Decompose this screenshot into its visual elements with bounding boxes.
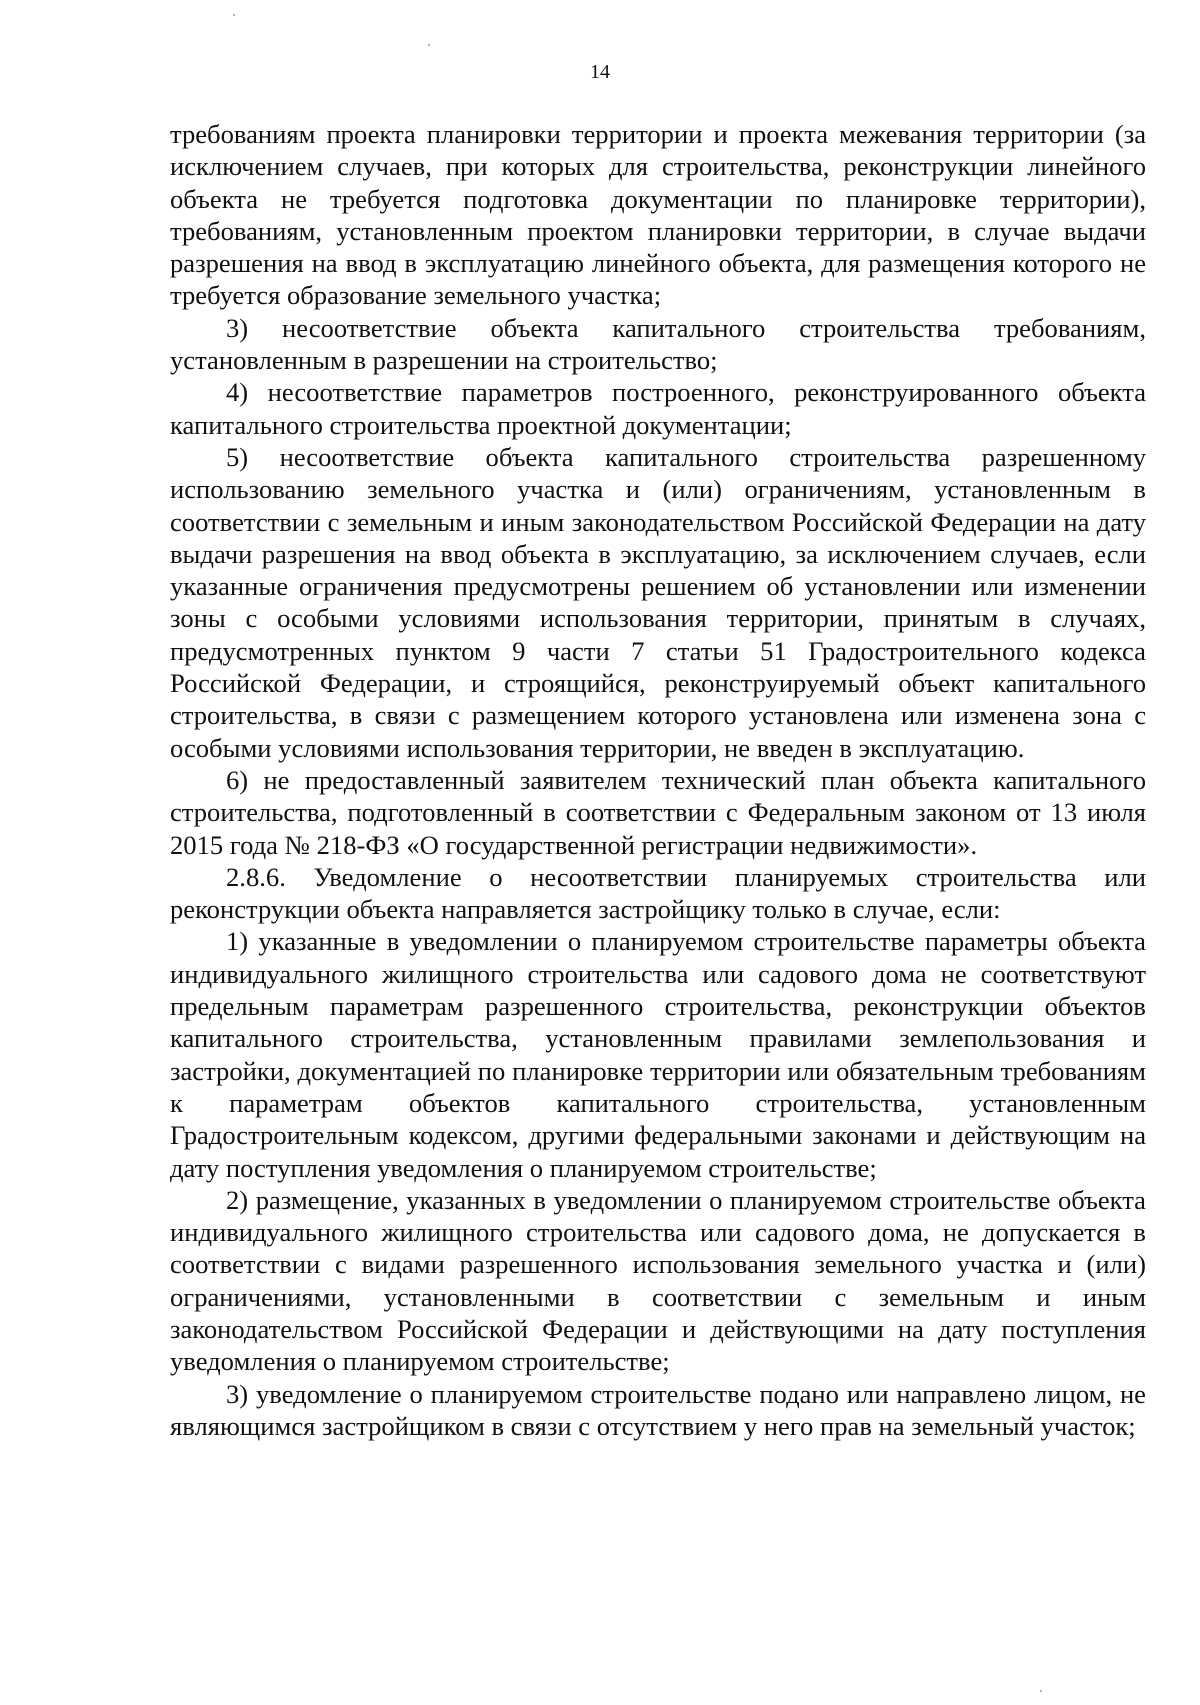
paragraph-2-8-6-item-2: 2) размещение, указанных в уведомлении о планируемом строительстве объекта индивидуального жилищного строительства или садового дома, не допускается в соответствии с видами разрешенного использования земельного участка и (или) ограничениями, установленными в соответствии с земельным и иным законодательством Российской Федерации и действующими на дату поступления уведомления о планируемом строительстве; [170, 1184, 1146, 1377]
paragraph-item-6: 6) не предоставленный заявителем технический план объекта капитального строительства, подготовленный в соответствии с Федеральным законом от 13 июля 2015 года № 218-ФЗ «О государственной регистрации недвижимости». [170, 764, 1146, 860]
paragraph-item-4: 4) несоответствие параметров построенного, реконструированного объекта капитального строительства проектной документации; [170, 377, 1146, 440]
scan-speck [1040, 1690, 1042, 1692]
paragraph-section-2-8-6: 2.8.6. Уведомление о несоответствии планируемых строительства или реконструкции объекта направляется застройщику только в случае, если: [170, 861, 1146, 925]
paragraph-item-3: 3) несоответствие объекта капитального строительства требованиям, установленным в разрешении на строительство; [170, 312, 1146, 376]
page-number: 14 [590, 61, 610, 83]
paragraph-2-8-6-item-1: 1) указанные в уведомлении о планируемом строительстве параметры объекта индивидуального жилищного строительства или садового дома не соответствуют предельным параметрам разрешенного строительства, реконструкции объектов капитального строительства, установленным правилами землепользования и застройки, документацией по планировке территории или обязательным требованиям к параметрам объектов капитального строительства, установленным Градостроительным кодексом, другими федеральными законами и действующим на дату поступления уведомления о планируемом строительстве; [170, 926, 1146, 1183]
paragraph-item-5: 5) несоответствие объекта капитального строительства разрешенному использованию земельного участка и (или) ограничениям, установленным в соответствии с земельным и иным законодательством Российской Федерации на дату выдачи разрешения на ввод объекта в эксплуатацию, за исключением случаев, если указанные ограничения предусмотрены решением об установлении или изменении зоны с особыми условиями использования территории, принятым в случаях, предусмотренных пунктом 9 части 7 статьи 51 Градостроительного кодекса Российской Федерации, и строящийся, реконструируемый объект капитального строительства, в связи с размещением которого установлена или изменена зона с особыми условиями использования территории, не введен в эксплуатацию. [170, 441, 1146, 763]
paragraph-2-8-6-item-3: 3) уведомление о планируемом строительстве подано или направлено лицом, не являющимся застройщиком в связи с отсутствием у него прав на земельный участок; [170, 1378, 1146, 1441]
paragraph-continuation: требованиям проекта планировки территории и проекта межевания территории (за исключением случаев, при которых для строительства, реконструкции линейного объекта не требуется подготовка документации по планировке территории), требованиям, установленным проектом планировки территории, в случае выдачи разрешения на ввод в эксплуатацию линейного объекта, для размещения которого не требуется образование земельного участка; [170, 119, 1146, 311]
document-body [170, 118, 1146, 1442]
scan-speck [428, 44, 430, 46]
scan-speck [233, 14, 235, 16]
